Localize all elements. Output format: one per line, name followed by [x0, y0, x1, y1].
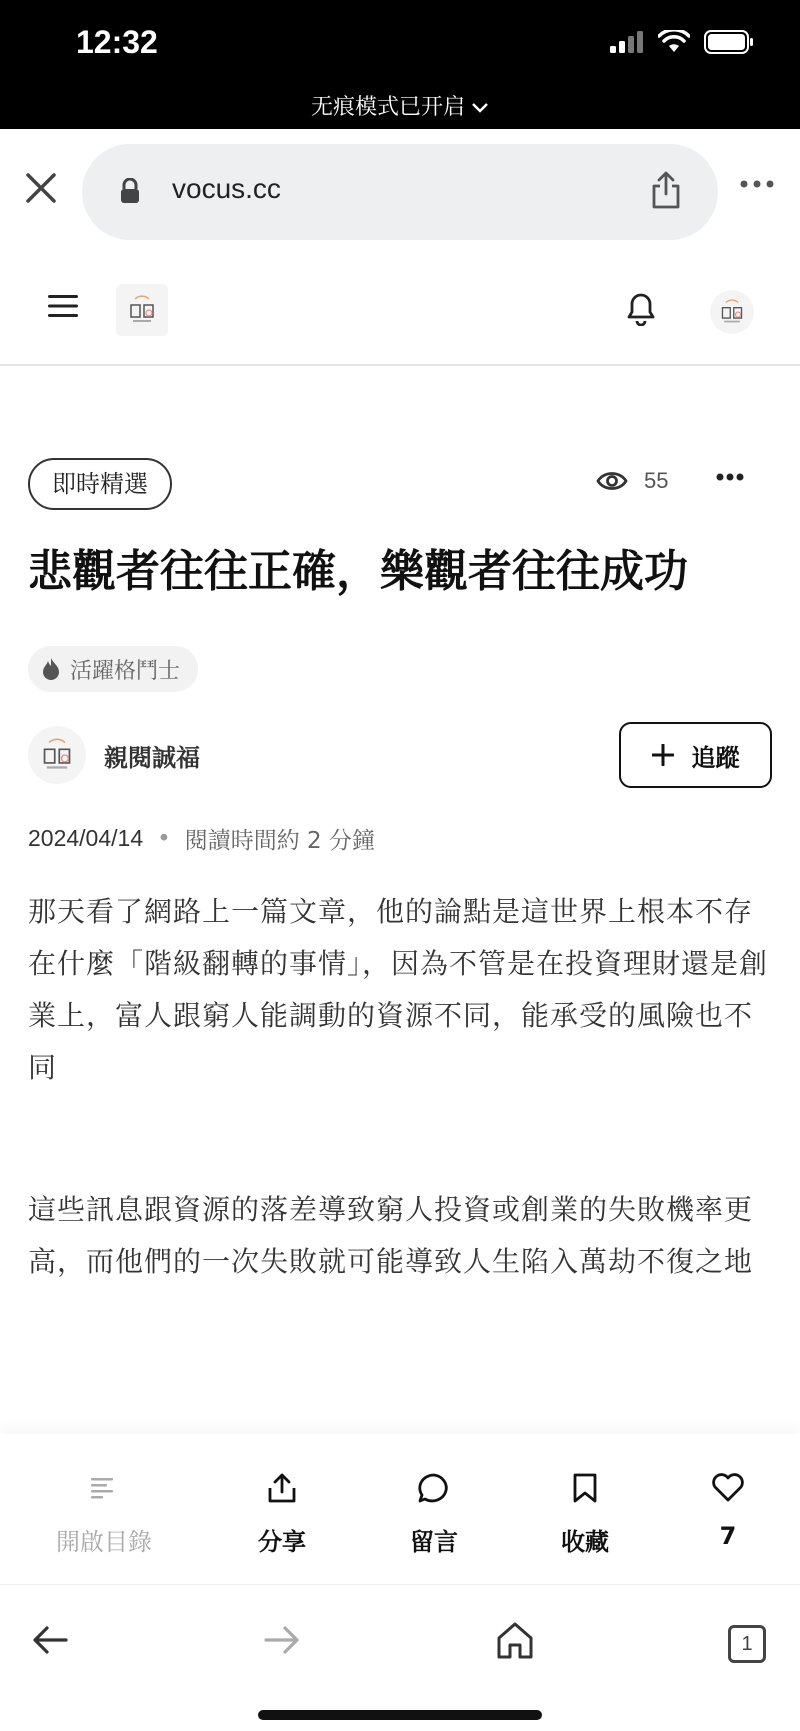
category-tag[interactable]: 即時精選	[28, 458, 172, 510]
share-icon	[267, 1472, 297, 1504]
avatar[interactable]	[710, 290, 754, 334]
share-label: 分享	[258, 1528, 306, 1556]
view-count-value: 55	[644, 468, 669, 493]
browser-url-bar	[0, 129, 800, 254]
book-logo-icon	[127, 295, 157, 325]
comment-icon	[417, 1472, 451, 1504]
toc-button[interactable]	[44, 1468, 164, 1557]
wifi-icon	[658, 30, 690, 54]
comment-button[interactable]	[374, 1468, 494, 1557]
bookmark-icon	[572, 1472, 598, 1504]
read-time: 閱讀時間約 2 分鐘	[184, 828, 375, 854]
home-icon[interactable]	[496, 1621, 534, 1659]
publish-date: 2024/04/14	[28, 825, 144, 851]
browser-toolbar	[0, 1584, 800, 1731]
article-title: 悲觀者往往正確，樂觀者往往成功	[28, 546, 688, 597]
tabs-button[interactable]: 1	[728, 1625, 766, 1663]
article-meta	[28, 822, 375, 855]
signal-icon	[610, 31, 644, 53]
meta-separator: •	[157, 825, 171, 852]
book-logo-icon	[719, 299, 745, 325]
like-button[interactable]	[668, 1468, 788, 1550]
comment-label: 留言	[410, 1528, 458, 1556]
forward-icon[interactable]	[264, 1625, 300, 1655]
book-logo-icon	[40, 738, 74, 772]
toc-label: 開啟目錄	[56, 1528, 152, 1556]
lock-icon	[120, 178, 140, 204]
status-time: 12:32	[76, 24, 158, 60]
article-paragraph: 那天看了網路上一篇文章，他的論點是這世界上根本不存在什麼「階級翻轉的事情」，因為不管是在投資理財還是創業上，富人跟窮人能調動的資源不同，能承受的風險也不同	[28, 895, 769, 1084]
logo[interactable]	[116, 284, 168, 336]
url-text: vocus.cc	[172, 173, 281, 204]
battery-icon	[704, 30, 754, 54]
back-icon[interactable]	[32, 1625, 68, 1655]
home-indicator[interactable]	[258, 1710, 542, 1720]
author-badge-label: 活躍格鬥士	[70, 658, 181, 684]
site-header	[0, 254, 800, 366]
author-name[interactable]: 親閱誠福	[104, 744, 200, 772]
bookmark-button[interactable]	[525, 1468, 645, 1557]
plus-icon	[652, 744, 674, 766]
address-field[interactable]	[82, 144, 718, 240]
follow-button[interactable]	[619, 722, 772, 788]
eye-icon	[596, 470, 628, 492]
menu-icon[interactable]	[48, 294, 78, 318]
flame-icon	[42, 657, 60, 681]
bell-icon[interactable]	[626, 292, 656, 326]
incognito-indicator[interactable]	[0, 90, 800, 121]
more-icon[interactable]	[716, 472, 744, 482]
like-count: 7	[719, 1522, 737, 1550]
status-icons	[610, 30, 754, 54]
share-button[interactable]	[222, 1468, 342, 1557]
bookmark-label: 收藏	[561, 1528, 609, 1556]
author-badge	[28, 646, 198, 692]
heart-icon	[711, 1473, 745, 1503]
more-icon[interactable]	[740, 179, 774, 189]
toc-icon	[91, 1477, 117, 1499]
article-paragraph: 這些訊息跟資源的落差導致窮人投資或創業的失敗機率更高，而他們的一次失敗就可能導致人生陷入萬劫不復之地	[28, 1193, 754, 1278]
view-count	[596, 468, 668, 494]
incognito-text: 无痕模式已开启	[310, 95, 465, 120]
article-action-bar	[0, 1434, 800, 1584]
chevron-down-icon	[471, 102, 489, 114]
share-icon[interactable]	[650, 170, 682, 210]
close-icon[interactable]	[22, 169, 60, 207]
follow-label: 追蹤	[691, 743, 740, 772]
status-bar	[0, 0, 800, 129]
author-avatar[interactable]	[28, 726, 86, 784]
